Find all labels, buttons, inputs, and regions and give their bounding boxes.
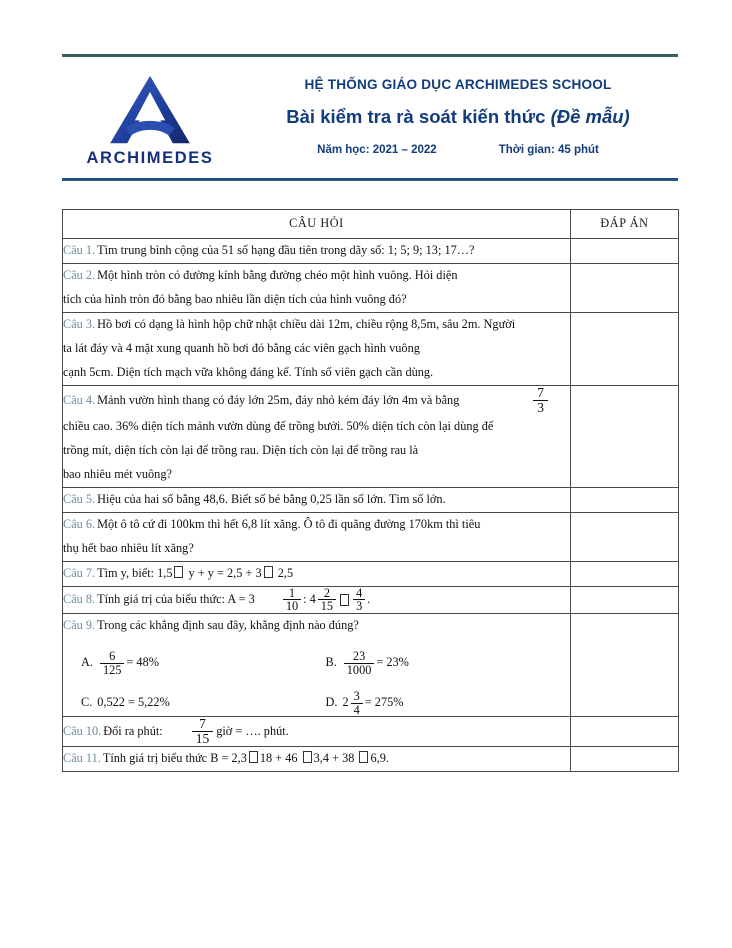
option-b[interactable] (326, 650, 571, 676)
question-label-1: Câu 1. (63, 243, 96, 257)
question-label-9: Câu 9. (63, 618, 96, 632)
question-cell-10 (63, 717, 571, 747)
missing-glyph-icon (174, 566, 183, 578)
option-a-tail: = 48% (126, 655, 159, 670)
answer-cell-9[interactable] (571, 614, 679, 717)
question-4-fraction-denominator: 3 (533, 400, 548, 415)
document-title-sample-tag: (Đề mẫu) (550, 106, 630, 127)
column-header-answer: ĐÁP ÁN (571, 210, 679, 239)
question-text-6-line-1: Một ô tô cứ đi 100km thì hết 6,8 lít xăng. Ô tô đi quãng đường 170km thì tiêu (97, 517, 481, 532)
question-text-3-line-1: Hồ bơi có dạng là hình hộp chữ nhật chiều dài 12m, chiều rộng 8,5m, sâu 2m. Người (97, 316, 516, 331)
option-c[interactable] (81, 690, 326, 716)
questions-table (62, 209, 679, 772)
document-header (62, 54, 678, 181)
question-label-10: Câu 10. (63, 723, 102, 738)
document-title-main: Bài kiểm tra rà soát kiến thức (286, 106, 551, 127)
missing-glyph-icon (359, 751, 368, 763)
question-text-1: Tìm trung bình cộng của 51 số hạng đầu tiên trong dãy số: 1; 5; 9; 13; 17…? (97, 243, 475, 257)
question-label-3: Câu 3. (63, 316, 96, 331)
question-text-7-part-1: Tìm y, biết: 1,5 (97, 565, 173, 580)
school-year: Năm học: 2021 – 2022 (317, 144, 437, 156)
question-8-fraction-1-denominator: 10 (283, 599, 301, 613)
table-row (63, 586, 679, 613)
option-d-fraction (351, 690, 363, 716)
question-8-fraction-2 (318, 587, 336, 613)
question-text-2-line-1: Một hình tròn có đường kính bằng đường chéo một hình vuông. Hỏi diện (97, 267, 458, 282)
table-row (63, 747, 679, 772)
question-cell-2 (63, 263, 571, 312)
answer-cell-5[interactable] (571, 488, 679, 513)
table-row (63, 614, 679, 717)
option-b-denominator: 1000 (344, 663, 375, 677)
option-d-whole: 2 (342, 695, 349, 710)
missing-glyph-icon (340, 594, 349, 606)
question-label-11: Câu 11. (63, 751, 101, 766)
option-d-denominator: 4 (351, 703, 363, 717)
question-text-10-prefix: Đổi ra phút: (103, 723, 163, 738)
option-d-numerator: 3 (353, 689, 360, 704)
question-cell-11 (63, 747, 571, 772)
table-row (63, 239, 679, 264)
answer-cell-4[interactable] (571, 385, 679, 487)
table-row (63, 263, 679, 312)
question-text-4-line-4: bao nhiêu mét vuông? (63, 467, 172, 482)
document-title (238, 106, 678, 128)
question-10-fraction-numerator: 7 (199, 716, 206, 732)
question-text-6-line-2: thụ hết bao nhiêu lít xăng? (63, 541, 194, 555)
question-4-first-line (63, 386, 570, 415)
question-cell-7 (63, 561, 571, 586)
answer-cell-11[interactable] (571, 747, 679, 772)
question-text-11-part-2: 18 + 46 (259, 751, 301, 766)
question-label-7: Câu 7. (63, 565, 96, 580)
answer-cell-10[interactable] (571, 717, 679, 747)
answer-cell-1[interactable] (571, 239, 679, 264)
question-10-suffix: giờ = …. phút. (216, 723, 289, 738)
option-b-label: B. (325, 655, 337, 670)
question-8-expression (63, 587, 570, 613)
question-9-options (63, 650, 570, 716)
option-c-text: 0,522 = 5,22% (97, 695, 170, 710)
question-8-fraction-3-numerator: 4 (356, 585, 363, 600)
option-a-denominator: 125 (100, 663, 124, 677)
option-b-fraction (344, 650, 375, 676)
question-4-fraction (533, 386, 548, 415)
option-b-tail: = 23% (376, 655, 409, 670)
question-label-4: Câu 4. (63, 392, 96, 407)
question-cell-4 (63, 385, 571, 487)
question-text-11-part-3: 3,4 + 38 (313, 751, 358, 766)
question-8-suffix: . (367, 591, 371, 606)
table-row (63, 385, 679, 487)
question-8-fraction-2-numerator: 2 (323, 585, 330, 600)
header-titles (238, 67, 678, 156)
option-a-label: A. (81, 655, 93, 670)
answer-cell-3[interactable] (571, 312, 679, 385)
question-text-4-line-2: chiều cao. 36% diện tích mảnh vườn dùng để trồng bưởi. 50% diện tích còn lại dùng để (63, 419, 494, 434)
question-text-4-line-3: trồng mít, diện tích còn lại để trồng rau. Diện tích còn lại để trồng rau là (63, 443, 419, 458)
exam-duration: Thời gian: 45 phút (498, 144, 599, 156)
question-text-11-part-4: 6,9. (370, 751, 389, 766)
question-8-fraction-3 (353, 587, 365, 613)
option-c-label: C. (81, 695, 93, 710)
option-a[interactable] (81, 650, 326, 676)
question-8-fraction-1 (283, 587, 301, 613)
table-row (63, 717, 679, 747)
question-label-2: Câu 2. (63, 267, 96, 282)
option-a-fraction (100, 650, 124, 676)
header-rule-bottom-thin (62, 180, 678, 181)
archimedes-a-logo-icon (102, 73, 198, 147)
question-cell-9 (63, 614, 571, 717)
option-d[interactable] (326, 690, 571, 716)
question-cell-1 (63, 239, 571, 264)
question-text-2-line-2: tích của hình tròn đó bằng bao nhiêu lần diện tích của hình vuông đó? (63, 291, 407, 306)
question-text-8-prefix: Tính giá trị của biểu thức: A = 3 (97, 591, 255, 606)
question-8-fraction-3-denominator: 3 (353, 599, 365, 613)
question-cell-5 (63, 488, 571, 513)
answer-cell-2[interactable] (571, 263, 679, 312)
question-cell-6 (63, 513, 571, 562)
question-10-fraction-denominator: 15 (192, 731, 214, 746)
answer-cell-7[interactable] (571, 561, 679, 586)
table-row (63, 488, 679, 513)
option-b-numerator: 23 (352, 648, 366, 663)
question-text-5: Hiệu của hai số bằng 48,6. Biết số bé bằng 0,25 lần số lớn. Tìm số lớn. (97, 492, 446, 507)
organization-name: HỆ THỐNG GIÁO DỤC ARCHIMEDES SCHOOL (304, 77, 612, 92)
header-body (62, 57, 678, 176)
question-8-operator-divide: : 4 (303, 591, 316, 606)
header-meta (238, 144, 678, 156)
table-header-row (63, 210, 679, 239)
missing-glyph-icon (249, 751, 258, 763)
answer-cell-8[interactable] (571, 586, 679, 613)
option-d-tail: = 275% (364, 695, 404, 710)
column-header-question: CÂU HỎI (63, 210, 571, 239)
logo-wordmark: ARCHIMEDES (86, 149, 214, 167)
table-row (63, 312, 679, 385)
missing-glyph-icon (303, 751, 312, 763)
question-8-fraction-2-denominator: 15 (318, 599, 336, 613)
question-10-fraction (192, 717, 214, 746)
answer-cell-6[interactable] (571, 513, 679, 562)
question-label-5: Câu 5. (63, 492, 96, 507)
question-10-expression (63, 717, 570, 746)
table-row (63, 561, 679, 586)
option-d-label: D. (325, 695, 338, 710)
question-4-fraction-numerator: 7 (537, 384, 544, 400)
question-text-7-part-2: y + y = 2,5 + 3 (185, 565, 262, 580)
question-text-3-line-2: ta lát đáy và 4 mặt xung quanh hồ bơi đó bằng các viên gạch hình vuông (63, 340, 420, 355)
question-8-fraction-1-numerator: 1 (288, 585, 296, 600)
question-cell-8 (63, 586, 571, 613)
question-text-11-part-1: Tính giá trị biểu thức B = 2,3 (102, 751, 247, 766)
question-text-9-prompt: Trong các khẳng định sau đây, khẳng định nào đúng? (97, 618, 359, 632)
question-text-7-part-3: 2,5 (274, 565, 294, 580)
table-row (63, 513, 679, 562)
question-label-6: Câu 6. (63, 517, 96, 532)
question-cell-3 (63, 312, 571, 385)
school-logo (62, 67, 238, 168)
missing-glyph-icon (264, 566, 273, 578)
question-label-8: Câu 8. (63, 591, 96, 606)
question-text-4-line-1: Mảnh vườn hình thang có đáy lớn 25m, đáy nhỏ kém đáy lớn 4m và bằng (97, 392, 460, 407)
question-text-3-line-3: cạnh 5cm. Diện tích mạch vữa không đáng kể. Tính số viên gạch cần dùng. (63, 364, 434, 379)
option-a-numerator: 6 (109, 648, 116, 663)
